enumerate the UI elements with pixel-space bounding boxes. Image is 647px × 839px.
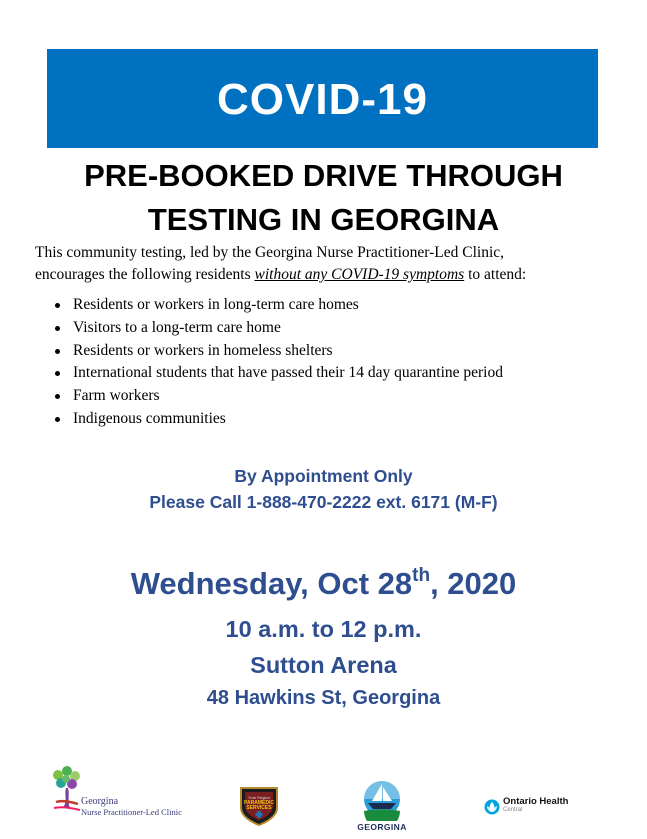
phone-number: Please Call 1-888-470-2222 ext. 6171 (M-F) [149, 492, 498, 512]
york-paramedic-logo [237, 784, 281, 826]
gnp-label-line-2: Nurse Practitioner-Led Clinic [81, 807, 182, 817]
gnp-label [81, 796, 182, 818]
ontario-health-name: Ontario Health [503, 796, 569, 807]
intro-line-2 [35, 264, 635, 286]
paramedic-text-line-2: PARAMEDIC [244, 799, 274, 806]
intro-line-2-prefix: encourages the following residents [35, 266, 255, 283]
list-item: Farm workers [52, 385, 503, 408]
event-time: 10 a.m. to 12 p.m. [225, 616, 422, 642]
event-venue: Sutton Arena [250, 652, 397, 678]
ontario-health-sub: Central [503, 807, 523, 813]
paramedic-text-line-3: SERVICES [246, 805, 272, 811]
georgina-nplc-logo [50, 766, 200, 826]
gnp-label-line-1: Georgina [81, 796, 119, 807]
list-item: Visitors to a long-term care home [52, 317, 503, 340]
georgina-label: GEORGINA [357, 822, 407, 832]
paramedic-text-line-1: York Region [248, 795, 270, 800]
georgina-boat-icon [354, 779, 410, 821]
ontario-trillium-icon [484, 798, 500, 816]
intro-emphasis: without any COVID-19 symptoms [254, 266, 465, 283]
intro-line-1: This community testing, led by the Georgina Nurse Practitioner-Led Clinic, [35, 244, 505, 261]
tree-icon [50, 766, 84, 818]
appointment-only: By Appointment Only [234, 466, 413, 486]
event-date-main: Wednesday, Oct 28 [130, 566, 413, 601]
event-date-ordinal: th [412, 565, 431, 586]
covid-banner [47, 49, 598, 148]
page-title-line-1: PRE-BOOKED DRIVE THROUGH [84, 158, 563, 193]
list-item: Residents or workers in homeless shelters [52, 340, 503, 363]
eligible-residents-list [52, 294, 503, 431]
banner-title: COVID-19 [217, 74, 428, 124]
ontario-health-logo [484, 795, 604, 819]
event-date-year: , 2020 [430, 566, 517, 601]
list-item: International students that have passed their 14 day quarantine period [52, 362, 503, 385]
list-item: Indigenous communities [52, 408, 503, 431]
list-item: Residents or workers in long-term care homes [52, 294, 503, 317]
event-date [0, 562, 647, 606]
paramedic-text [243, 795, 275, 812]
page-title-line-2: TESTING IN GEORGINA [147, 202, 500, 237]
georgina-town-logo [354, 779, 410, 831]
event-address: 48 Hawkins St, Georgina [206, 687, 441, 709]
intro-paragraph [35, 242, 635, 286]
intro-line-2-suffix: to attend: [464, 266, 527, 283]
